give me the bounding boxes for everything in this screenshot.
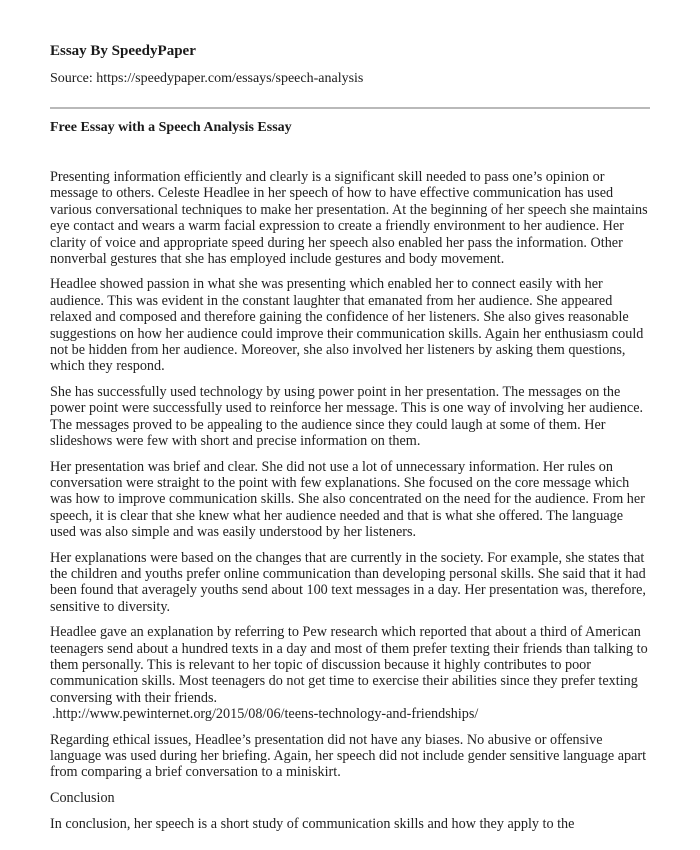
essay-body (50, 169, 652, 842)
paragraph: Presenting information efficiently and clearly is a significant skill needed to pass one’s opinion or message to others. Celeste Headlee in her speech of how to have effective communication has used various conversational techniques to make her presentation. At the beginning of her speech she maintains eye contact and wears a warm facial expression to create a friendly environment to her audience. Her clarity of voice and appropriate speed during her speech also enabled her pass the information. Other nonverbal gestures that she has employed include gestures and body movement. (50, 169, 648, 268)
paragraph: In conclusion, her speech is a short study of communication skills and how they apply to the (50, 816, 575, 833)
essay-title: Free Essay with a Speech Analysis Essay (50, 120, 292, 135)
section-heading-conclusion: Conclusion (50, 789, 115, 806)
paragraph: She has successfully used technology by using power point in her presentation. The messages on the power point were successfully used to reinforce her message. This is one way of involving her audience. The messages proved to be appealing to the audience since they could laugh at some of them. Her slideshows were few with short and precise information on them. (50, 383, 644, 450)
source-line: Source: https://speedypaper.com/essays/speech-analysis (50, 71, 364, 86)
header-divider (50, 107, 650, 109)
paragraph: Headlee gave an explanation by referring to Pew research which reported that about a third of American teenagers send about a hundred texts in a day and most of them prefer texting their friends than talking to them personally. This is relevant to her topic of discussion because it highly contributes to poor communication skills. Most teenagers do not get time to exercise their abilities since they prefer texting conversing with their friends. (50, 624, 648, 706)
paragraph: Her presentation was brief and clear. She did not use a lot of unnecessary information. Her rules on conversation were straight to the point with few explanations. She focused on the core message which was how to improve communication skills. She also concentrated on the need for the audience. From her speech, it is clear that she knew what her audience needed and that is what she offered. The language used was also simple and was easily understood by her listeners. (50, 458, 645, 541)
reference-url: .http://www.pewinternet.org/2015/08/06/teens-technology-and-friendships/ (52, 706, 479, 723)
paragraph: Regarding ethical issues, Headlee’s presentation did not have any biases. No abusive or offensive language was used during her briefing. Again, her speech did not include gender sensitive language apart from comparing a brief conversation to a miniskirt. (50, 731, 647, 781)
publisher-title: Essay By SpeedyPaper (50, 43, 196, 59)
paragraph: Headlee showed passion in what she was presenting which enabled her to connect easily with her audience. This was evident in the constant laughter that emanated from her audience. She appeared relaxed and composed and therefore gaining the confidence of her listeners. She also gives reasonable suggestions on how her audience could improve their communication skills. Again her enthusiasm could not be hidden from her audience. Moreover, she also involved her listeners by asking them questions, which they respond. (50, 276, 644, 375)
paragraph: Her explanations were based on the changes that are currently in the society. For example, she states that the children and youths prefer online communication than developing personal skills. She said that it had been found that averagely youths send about 100 text messages in a day. Her presentation was, therefore, sensitive to diversity. (50, 549, 646, 615)
